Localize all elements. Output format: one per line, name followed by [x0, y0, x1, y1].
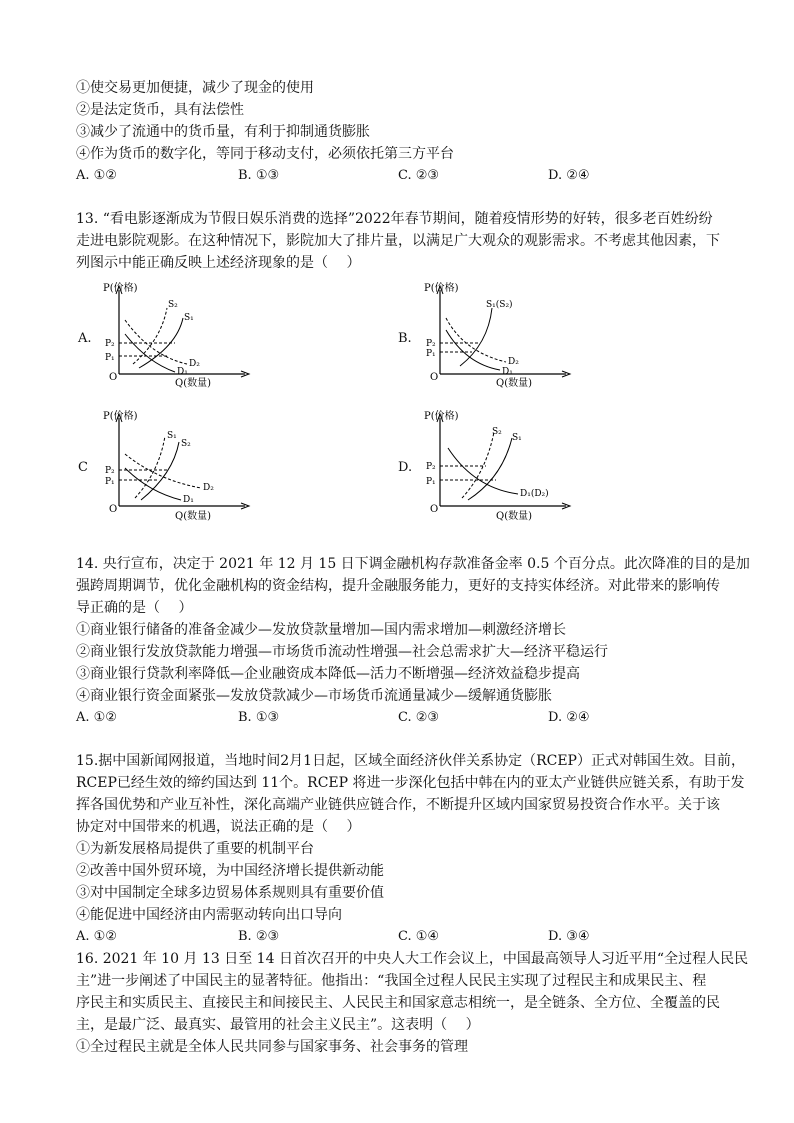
- graph-d-xaxis: Q(数量): [496, 511, 533, 522]
- graph-a-label-d1: D₁: [177, 367, 188, 377]
- graph-d-p2: P₂: [426, 462, 436, 472]
- q15-stem-line-1: 15.据中国新闻网报道，当地时间2月1日起，区域全面经济伙伴关系协定（RCEP）正式对韩国生效。目前，: [76, 753, 745, 769]
- graph-a: [95, 280, 335, 390]
- q12-option-a[interactable]: A. ①②: [76, 168, 117, 183]
- graph-c-xaxis: Q(数量): [175, 511, 212, 522]
- q13-stem-line-2: 走进电影院观影。在这种情况下，影院加大了排片量，以满足广大观众的观影需求。不考虑其他因素，下: [76, 233, 720, 249]
- graph-c-label-s1: S₁: [167, 431, 177, 441]
- q15-stem-line-3: 挥各国优势和产业互补性，深化高端产业链供应链合作，不断提升区域内国家贸易投资合作水平。关于该: [76, 797, 720, 813]
- graph-c-p1: P₁: [105, 477, 115, 487]
- q15-item-4: ④能促进中国经济由内需驱动转向出口导向: [76, 907, 342, 923]
- graph-a-curve-d1: [125, 334, 175, 372]
- graph-b-yaxis: P(价格): [424, 283, 459, 294]
- q14-item-2: ②商业银行发放贷款能力增强—市场货币流动性增强—社会总需求扩大—经济平稳运行: [76, 644, 608, 660]
- graph-b-curve-d1: [446, 330, 500, 370]
- graph-a-p1: P₁: [105, 353, 115, 363]
- q15-item-2: ②改善中国外贸环境，为中国经济增长提供新动能: [76, 863, 384, 879]
- q12-item-2: ②是法定货币，具有法偿性: [76, 102, 244, 118]
- graph-b-label[interactable]: B.: [398, 331, 412, 346]
- q12-item-3: ③减少了流通中的货币量，有利于抑制通货膨胀: [76, 124, 370, 140]
- graph-b-label-d2: D₂: [508, 357, 519, 367]
- graph-d-label[interactable]: D.: [398, 460, 413, 475]
- q15-option-d[interactable]: D. ③④: [548, 929, 590, 944]
- graph-c-curve-d2: [125, 454, 201, 488]
- graph-b-curve-d2: [446, 318, 506, 362]
- q14-stem-line-1: 14. 央行宣布，决定于 2021 年 12 月 15 日下调金融机构存款准备金率 0.5 个百分点。此次降准的目的是加: [76, 556, 750, 572]
- graph-d-curve-s1: [468, 438, 512, 500]
- graph-b-curve-s1: [460, 308, 492, 366]
- graph-b-label-s1s2: S₁(S₂): [486, 300, 513, 310]
- q16-stem-line-2: 主”进一步阐述了中国民主的显著特征。他指出：“我国全过程人民民主实现了过程民主和成果民主、程: [76, 973, 707, 989]
- q14-option-b[interactable]: B. ①③: [238, 710, 280, 725]
- q15-stem-line-2: RCEP已经生效的缔约国达到 11个。RCEP 将进一步深化包括中韩在内的亚太产业链供应链关系，有助于发: [76, 775, 745, 791]
- q15-stem-line-4: 协定对中国带来的机遇，说法正确的是（ ）: [76, 819, 361, 835]
- graph-c-curve-s1: [135, 436, 165, 498]
- graph-c: [95, 408, 335, 523]
- graph-c-label[interactable]: C: [78, 460, 88, 475]
- graph-a-label-d2: D₂: [189, 359, 200, 369]
- q15-option-b[interactable]: B. ②③: [238, 929, 280, 944]
- graph-b-p2: P₂: [426, 339, 436, 349]
- graph-a-label-s2: S₂: [168, 300, 178, 310]
- graph-d-label-d1d2: D₁(D₂): [520, 489, 549, 499]
- graph-d-p1: P₁: [426, 477, 436, 487]
- q15-option-a[interactable]: A. ①②: [76, 929, 117, 944]
- q16-item-1: ①全过程民主就是全体人民共同参与国家事务、社会事务的管理: [76, 1039, 468, 1055]
- graph-c-curve-s2: [141, 442, 179, 500]
- graph-a-origin: O: [109, 372, 118, 383]
- graph-a-p2: P₂: [105, 339, 115, 349]
- graph-a-label-s1: S₁: [184, 313, 194, 323]
- graph-a-yaxis: P(价格): [103, 283, 138, 294]
- graph-b-label-d1: D₁: [502, 367, 513, 377]
- q12-option-c[interactable]: C. ②③: [398, 168, 440, 183]
- q15-item-1: ①为新发展格局提供了重要的机制平台: [76, 841, 314, 857]
- q14-option-c[interactable]: C. ②③: [398, 710, 440, 725]
- graph-c-yaxis: P(价格): [103, 411, 138, 422]
- q16-stem-line-3: 序民主和实质民主、直接民主和间接民主、人民民主和国家意志相统一，是全链条、全方位、全覆盖的民: [76, 995, 720, 1011]
- q14-item-1: ①商业银行储备的准备金减少—发放贷款量增加—国内需求增加—刺激经济增长: [76, 622, 566, 638]
- graph-c-label-d2: D₂: [203, 483, 214, 493]
- graph-c-p2: P₂: [105, 466, 115, 476]
- q14-item-3: ③商业银行贷款利率降低—企业融资成本降低—活力不断增强—经济效益稳步提高: [76, 666, 580, 682]
- graph-d-label-s2: S₂: [492, 427, 502, 437]
- graph-a-curve-d2: [125, 320, 187, 364]
- q14-stem-line-2: 强跨周期调节，优化金融机构的资金结构，提升金融服务能力，更好的支持实体经济。对此带来的影响传: [76, 578, 720, 594]
- q13-stem-line-1: 13. “看电影逐渐成为节假日娱乐消费的选择”2022年春节期间，随着疫情形势的好转，很多老百姓纷纷: [76, 211, 713, 227]
- graph-b-xaxis: Q(数量): [496, 378, 533, 389]
- graph-d-curve-s2: [462, 432, 494, 498]
- q15-item-3: ③对中国制定全球多边贸易体系规则具有重要价值: [76, 885, 384, 901]
- q12-item-1: ①使交易更加便捷，减少了现金的使用: [76, 80, 314, 96]
- graph-a-xaxis: Q(数量): [175, 378, 212, 389]
- q14-stem-line-3: 导正确的是（ ）: [76, 600, 193, 616]
- q14-option-d[interactable]: D. ②④: [548, 710, 590, 725]
- graph-c-origin: O: [109, 504, 118, 515]
- q12-item-4: ④作为货币的数字化，等同于移动支付，必须依托第三方平台: [76, 146, 454, 162]
- q16-stem-line-1: 16. 2021 年 10 月 13 日至 14 日首次召开的中央人大工作会议上，中国最高领导人习近平用“全过程人民民: [76, 951, 749, 967]
- graph-a-label[interactable]: A.: [78, 331, 92, 346]
- q13-stem-line-3: 列图示中能正确反映上述经济现象的是（ ）: [76, 255, 361, 271]
- graph-b-p1: P₁: [426, 349, 436, 359]
- q12-option-d[interactable]: D. ②④: [548, 168, 590, 183]
- graph-b: [416, 280, 656, 390]
- graph-c-label-d1: D₁: [183, 495, 194, 505]
- graph-d: [416, 408, 656, 523]
- graph-d-curve-d1d2: [448, 448, 518, 494]
- graph-c-label-s2: S₂: [181, 439, 191, 449]
- q15-option-c[interactable]: C. ①④: [398, 929, 440, 944]
- graph-d-yaxis: P(价格): [424, 411, 459, 422]
- q14-option-a[interactable]: A. ①②: [76, 710, 117, 725]
- q14-item-4: ④商业银行资金面紧张—发放贷款减少—市场货币流通量减少—缓解通货膨胀: [76, 688, 552, 704]
- q12-option-b[interactable]: B. ①③: [238, 168, 280, 183]
- graph-d-label-s1: S₁: [512, 433, 522, 443]
- graph-d-origin: O: [430, 504, 439, 515]
- graph-b-origin: O: [430, 372, 439, 383]
- q16-stem-line-4: 主，是最广泛、最真实、最管用的社会主义民主”。这表明（ ）: [76, 1017, 480, 1033]
